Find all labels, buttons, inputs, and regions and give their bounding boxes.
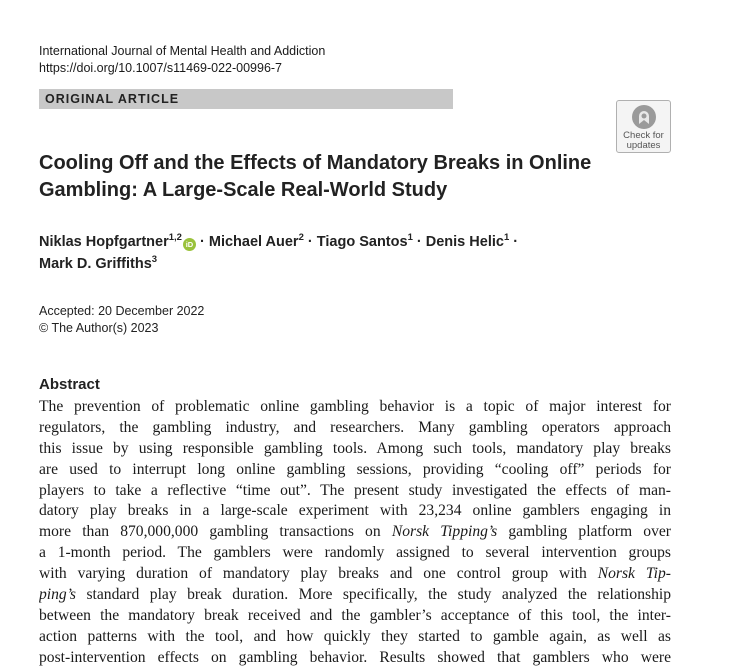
author-affiliation: 3 xyxy=(151,254,158,265)
journal-name: International Journal of Mental Health and Addiction xyxy=(39,44,326,58)
abstract-line: players to take a reflective “time out”. The present study investigated the effects of man- xyxy=(39,481,671,499)
abstract-line: more than 870,000,000 gambling transactions on Norsk Tipping’s gambling platform over xyxy=(39,523,671,541)
author-name[interactable]: Denis Helic xyxy=(425,234,504,250)
abstract-heading: Abstract xyxy=(39,376,100,393)
author-name[interactable]: Niklas Hopfgartner xyxy=(39,234,169,250)
article-type-label: ORIGINAL ARTICLE xyxy=(45,92,180,106)
author-affiliation: 2 xyxy=(298,232,304,243)
check-updates-line2: updates xyxy=(626,139,661,151)
author-name[interactable]: Tiago Santos xyxy=(316,234,408,250)
abstract-line: regulators, the gambling industry, and researchers. Many gambling operators approach xyxy=(39,418,671,436)
author-separator: · xyxy=(199,234,205,250)
author-name[interactable]: Mark D. Griffiths xyxy=(39,256,152,272)
accepted-date: Accepted: 20 December 2022 xyxy=(39,304,205,318)
abstract-line: The prevention of problematic online gambling behavior is a topic of major interest for xyxy=(39,398,671,415)
title-line-1: Cooling Off and the Effects of Mandatory Breaks in Online xyxy=(39,152,592,174)
author-list xyxy=(39,231,599,275)
abstract-line: are used to interrupt long online gambling sessions, providing “cooling off” periods for xyxy=(39,460,671,478)
article-title xyxy=(39,150,639,204)
author-separator: · xyxy=(416,234,422,250)
article-type-bar xyxy=(39,89,453,109)
article-dates xyxy=(39,303,204,337)
abstract-line: ping’s standard play break duration. More specifically, the study analyzed the relationship xyxy=(39,586,671,604)
copyright-notice: © The Author(s) 2023 xyxy=(39,321,159,335)
author-affiliation: 1,2 xyxy=(168,232,182,243)
abstract-line: with varying duration of mandatory play breaks and one control group with Norsk Tip- xyxy=(39,565,671,583)
abstract-line: between the mandatory break received and the gambler’s acceptance of this tool, the inter- xyxy=(39,606,671,624)
author-affiliation: 1 xyxy=(407,232,413,243)
crossmark-icon xyxy=(631,104,657,130)
abstract-line: this issue by using responsible gambling tools. Among such tools, mandatory play breaks xyxy=(39,439,671,457)
author-name[interactable]: Michael Auer xyxy=(208,234,299,250)
journal-info xyxy=(39,43,325,77)
title-line-2: Gambling: A Large-Scale Real-World Study xyxy=(39,179,448,201)
abstract-line: action patterns with the tool, and how quickly they started to gamble again, as well as xyxy=(39,627,671,645)
orcid-icon[interactable]: iD xyxy=(183,238,196,251)
abstract-line: post-intervention effects on gambling behavior. Results showed that gamblers who were xyxy=(39,648,671,666)
abstract-line: datory play breaks in a large-scale experiment with 23,234 online gamblers engaging in xyxy=(39,502,671,520)
abstract-body xyxy=(39,397,671,669)
check-updates-line1: Check for xyxy=(623,130,664,141)
author-affiliation: 1 xyxy=(503,232,510,243)
author-separator: · xyxy=(513,234,519,250)
doi-link[interactable]: https://doi.org/10.1007/s11469-022-00996-7 xyxy=(39,61,283,75)
abstract-line: a 1-month period. The gamblers were randomly assigned to several intervention groups xyxy=(39,544,671,562)
check-for-updates-badge[interactable] xyxy=(616,100,671,153)
author-separator: · xyxy=(307,234,313,250)
